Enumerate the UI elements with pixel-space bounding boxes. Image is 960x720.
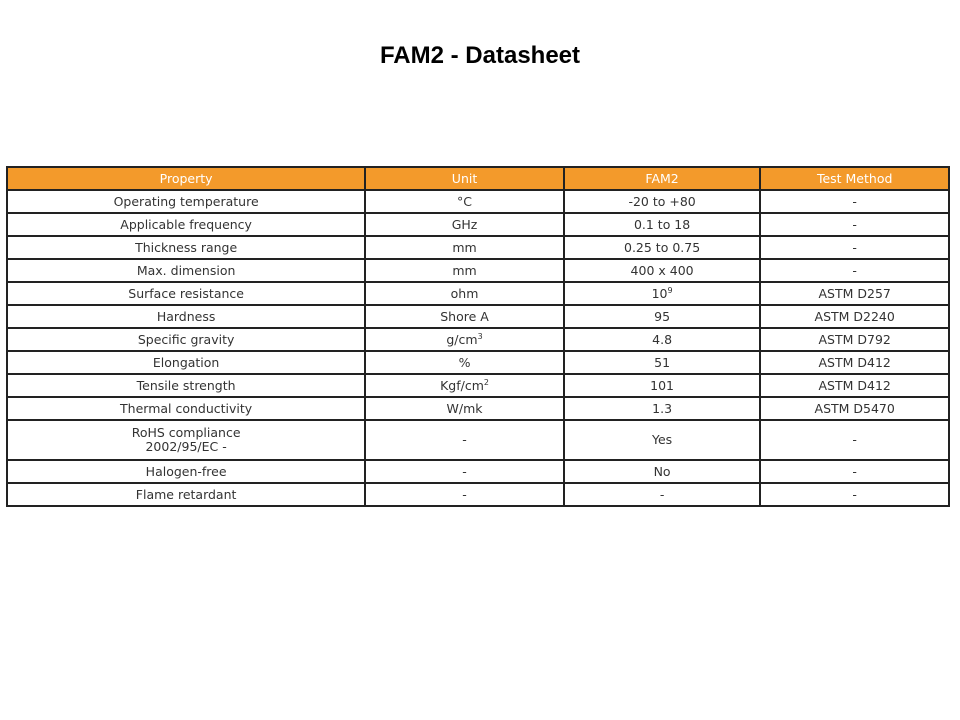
value-superscript: 9 <box>667 285 673 295</box>
value-text: 0.25 to 0.75 <box>624 239 701 255</box>
header-test-method: Test Method <box>760 167 949 190</box>
cell-unit <box>365 397 564 420</box>
property-text: Applicable frequency <box>120 216 252 232</box>
cell-property <box>7 305 365 328</box>
value-text: 0.1 to 18 <box>633 216 691 232</box>
header-unit: Unit <box>365 167 564 190</box>
table-row <box>7 282 949 305</box>
value-text: Yes <box>651 432 673 447</box>
cell-property <box>7 259 365 282</box>
unit-text: Kgf/cm <box>440 377 484 393</box>
cell-unit <box>365 259 564 282</box>
value-text: 1.3 <box>652 400 673 416</box>
cell-property <box>7 282 365 305</box>
cell-property <box>7 328 365 351</box>
cell-test-method: - <box>760 483 949 506</box>
property-text: RoHS compliance <box>131 425 241 440</box>
cell-test-method: ASTM D792 <box>760 328 949 351</box>
cell-property <box>7 213 365 236</box>
unit-text: GHz <box>451 216 478 232</box>
table-row <box>7 213 949 236</box>
value-text: -20 to +80 <box>628 193 696 209</box>
cell-test-method: - <box>760 460 949 483</box>
table-row <box>7 397 949 420</box>
cell-value <box>564 236 761 259</box>
property-text: Surface resistance <box>128 285 244 301</box>
property-text: Specific gravity <box>137 331 235 347</box>
cell-value <box>564 460 761 483</box>
cell-test-method: ASTM D412 <box>760 374 949 397</box>
property-text: Thickness range <box>135 239 238 255</box>
table-row <box>7 351 949 374</box>
table-row <box>7 305 949 328</box>
cell-unit <box>365 328 564 351</box>
unit-superscript: 2 <box>483 377 489 387</box>
cell-unit <box>365 282 564 305</box>
unit-text: mm <box>452 239 477 255</box>
page-title: FAM2 - Datasheet <box>379 42 581 69</box>
unit-text: g/cm <box>446 331 478 347</box>
unit-text: ohm <box>450 285 479 301</box>
value-text: 4.8 <box>652 331 673 347</box>
cell-unit <box>365 190 564 213</box>
property-text: Hardness <box>156 308 216 324</box>
cell-unit <box>365 305 564 328</box>
cell-test-method: ASTM D2240 <box>760 305 949 328</box>
cell-value <box>564 259 761 282</box>
cell-unit <box>365 420 564 460</box>
cell-property <box>7 351 365 374</box>
property-text: Thermal conductivity <box>120 400 253 416</box>
property-text: Operating temperature <box>113 193 259 209</box>
cell-unit <box>365 213 564 236</box>
cell-test-method: - <box>760 236 949 259</box>
value-text: 95 <box>654 308 671 324</box>
table-row <box>7 460 949 483</box>
property-text: Elongation <box>152 354 220 370</box>
cell-value <box>564 374 761 397</box>
unit-text: W/mk <box>446 400 483 416</box>
property-text: Max. dimension <box>136 262 236 278</box>
cell-value <box>564 213 761 236</box>
value-text: 400 x 400 <box>630 262 694 278</box>
datasheet-table <box>6 166 950 507</box>
cell-property <box>7 420 365 460</box>
cell-property <box>7 460 365 483</box>
cell-value <box>564 190 761 213</box>
cell-value <box>564 305 761 328</box>
value-text: 10 <box>651 285 668 301</box>
value-text: - <box>659 486 665 502</box>
unit-text: - <box>462 486 467 502</box>
unit-text: °C <box>457 193 473 209</box>
cell-test-method: - <box>760 213 949 236</box>
cell-property <box>7 236 365 259</box>
unit-text: - <box>462 463 467 479</box>
unit-superscript: 3 <box>477 331 483 341</box>
table-row <box>7 190 949 213</box>
table-row <box>7 483 949 506</box>
table-row <box>7 374 949 397</box>
cell-value <box>564 351 761 374</box>
property-text: Tensile strength <box>136 377 236 393</box>
property-text-line2: 2002/95/EC - <box>145 439 227 454</box>
value-text: No <box>653 463 671 479</box>
cell-property <box>7 190 365 213</box>
cell-unit <box>365 236 564 259</box>
cell-unit <box>365 374 564 397</box>
cell-value <box>564 483 761 506</box>
cell-property <box>7 374 365 397</box>
cell-value <box>564 397 761 420</box>
cell-property <box>7 397 365 420</box>
cell-test-method: ASTM D5470 <box>760 397 949 420</box>
header-property: Property <box>7 167 365 190</box>
cell-test-method: - <box>760 190 949 213</box>
table-row <box>7 420 949 460</box>
header-fam2: FAM2 <box>564 167 761 190</box>
cell-value <box>564 328 761 351</box>
table-row <box>7 259 949 282</box>
table-row <box>7 328 949 351</box>
unit-text: Shore A <box>440 308 489 324</box>
cell-test-method: - <box>760 259 949 282</box>
table-header-row <box>7 167 949 190</box>
value-text: 51 <box>654 354 671 370</box>
cell-unit <box>365 483 564 506</box>
cell-property <box>7 483 365 506</box>
cell-value <box>564 420 761 460</box>
cell-value <box>564 282 761 305</box>
property-text: Halogen-free <box>145 463 227 479</box>
unit-text: mm <box>452 262 477 278</box>
value-text: 101 <box>650 377 675 393</box>
unit-text: - <box>462 432 467 447</box>
property-text: Flame retardant <box>135 486 237 502</box>
table-row <box>7 236 949 259</box>
cell-test-method: ASTM D257 <box>760 282 949 305</box>
unit-text: % <box>458 354 471 370</box>
cell-test-method: ASTM D412 <box>760 351 949 374</box>
cell-unit <box>365 351 564 374</box>
cell-unit <box>365 460 564 483</box>
cell-test-method: - <box>760 420 949 460</box>
